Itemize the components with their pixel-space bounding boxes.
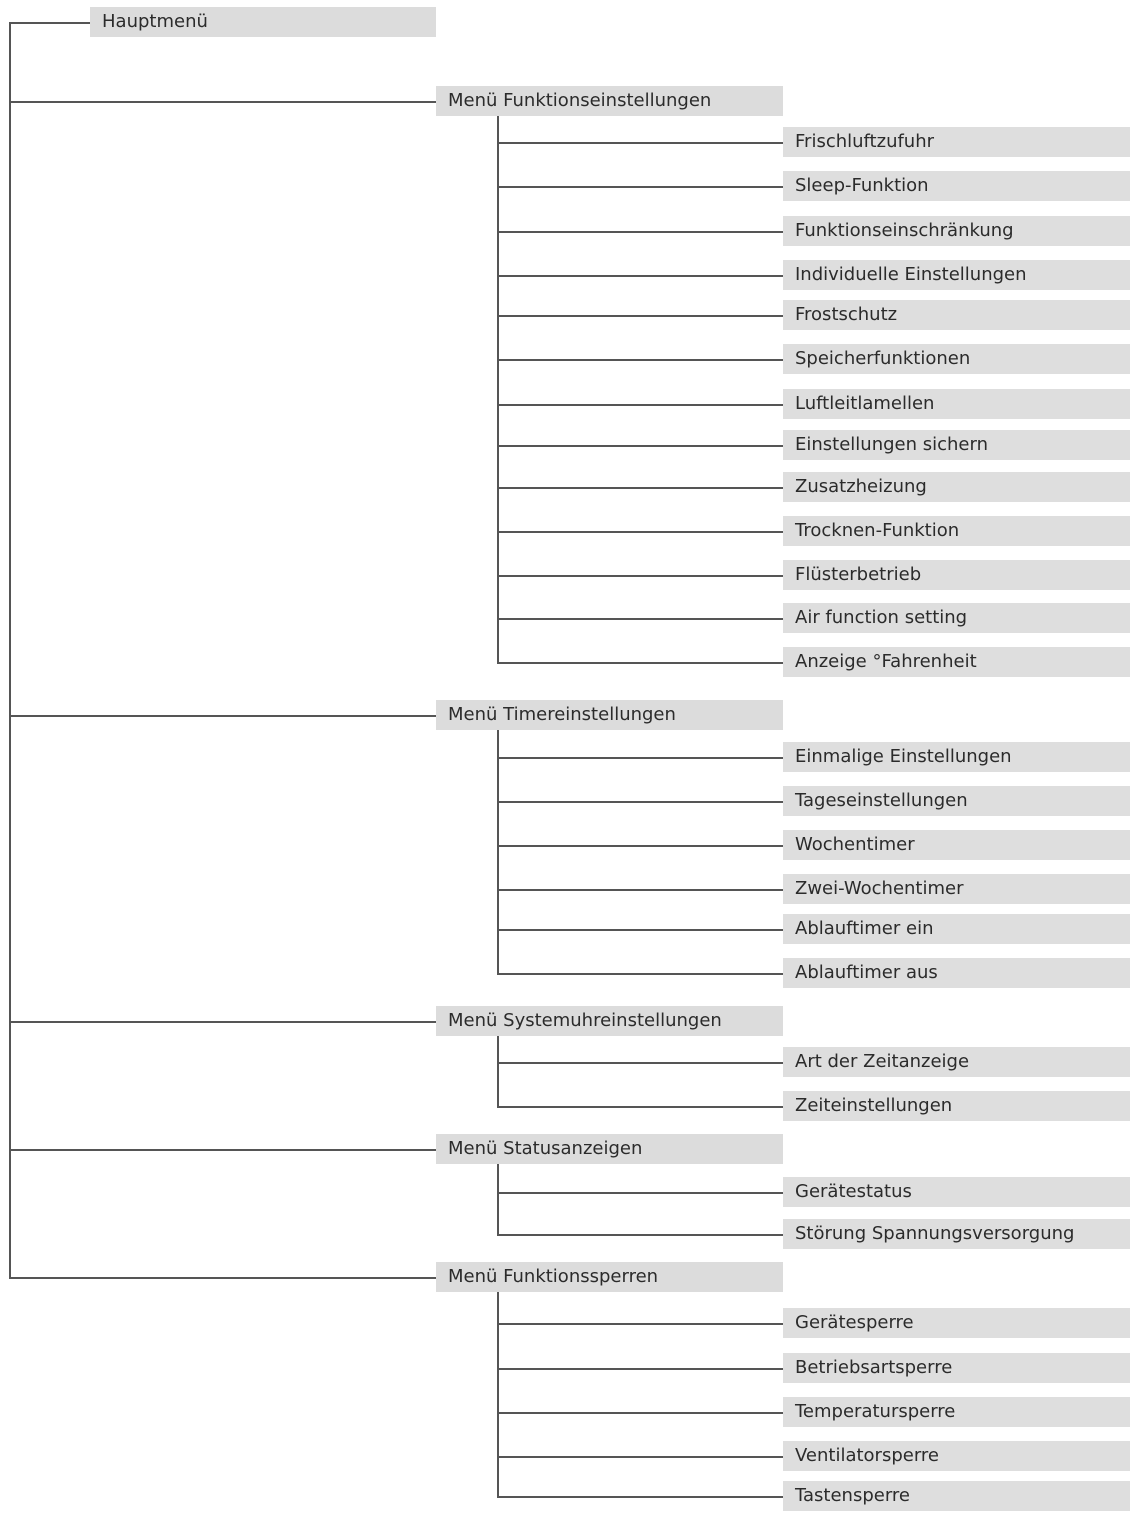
submenu-item: Frischluftzufuhr <box>783 127 1130 157</box>
submenu-connector <box>497 1496 783 1498</box>
submenu-connector <box>497 1456 783 1458</box>
submenu-connector <box>497 531 783 533</box>
submenu-connector <box>497 231 783 233</box>
submenu-item: Betriebsartsperre <box>783 1353 1130 1383</box>
submenu-item: Ventilatorsperre <box>783 1441 1130 1471</box>
submenu-connector <box>497 845 783 847</box>
menu-node: Menü Statusanzeigen <box>436 1134 783 1164</box>
submenu-item: Tageseinstellungen <box>783 786 1130 816</box>
submenu-item: Gerätesperre <box>783 1308 1130 1338</box>
submenu-connector <box>497 1062 783 1064</box>
menu-node: Menü Funktionseinstellungen <box>436 86 783 116</box>
root-connector <box>9 22 90 24</box>
submenu-connector <box>497 275 783 277</box>
submenu-connector <box>497 359 783 361</box>
submenu-connector <box>497 618 783 620</box>
submenu-connector <box>497 757 783 759</box>
submenu-connector <box>497 404 783 406</box>
submenu-connector <box>497 575 783 577</box>
submenu-item: Air function setting <box>783 603 1130 633</box>
submenu-item: Art der Zeitanzeige <box>783 1047 1130 1077</box>
submenu-item: Einmalige Einstellungen <box>783 742 1130 772</box>
submenu-item: Funktionseinschränkung <box>783 216 1130 246</box>
submenu-item: Zusatzheizung <box>783 472 1130 502</box>
submenu-item: Sleep-Funktion <box>783 171 1130 201</box>
submenu-item: Temperatursperre <box>783 1397 1130 1427</box>
menu-node: Menü Timereinstellungen <box>436 700 783 730</box>
menu-node: Menü Funktionssperren <box>436 1262 783 1292</box>
submenu-item: Flüsterbetrieb <box>783 560 1130 590</box>
menu-connector <box>9 1021 436 1023</box>
submenu-connector <box>497 1323 783 1325</box>
submenu-item: Zeiteinstellungen <box>783 1091 1130 1121</box>
menu-node: Menü Systemuhreinstellungen <box>436 1006 783 1036</box>
submenu-connector <box>497 1192 783 1194</box>
submenu-connector <box>497 973 783 975</box>
submenu-trunk-line <box>497 730 499 973</box>
submenu-trunk-line <box>497 1164 499 1234</box>
submenu-connector <box>497 315 783 317</box>
submenu-connector <box>497 1106 783 1108</box>
submenu-connector <box>497 1412 783 1414</box>
submenu-item: Einstellungen sichern <box>783 430 1130 460</box>
menu-connector <box>9 1149 436 1151</box>
submenu-connector <box>497 801 783 803</box>
submenu-item: Ablauftimer aus <box>783 958 1130 988</box>
submenu-trunk-line <box>497 1036 499 1106</box>
root-node: Hauptmenü <box>90 7 436 37</box>
submenu-item: Ablauftimer ein <box>783 914 1130 944</box>
submenu-connector <box>497 186 783 188</box>
submenu-item: Wochentimer <box>783 830 1130 860</box>
menu-connector <box>9 715 436 717</box>
submenu-item: Zwei-Wochentimer <box>783 874 1130 904</box>
submenu-connector <box>497 487 783 489</box>
submenu-item: Luftleitlamellen <box>783 389 1130 419</box>
submenu-connector <box>497 445 783 447</box>
submenu-connector <box>497 1234 783 1236</box>
submenu-connector <box>497 929 783 931</box>
submenu-item: Trocknen-Funktion <box>783 516 1130 546</box>
submenu-connector <box>497 662 783 664</box>
submenu-connector <box>497 889 783 891</box>
menu-connector <box>9 101 436 103</box>
submenu-item: Individuelle Einstellungen <box>783 260 1130 290</box>
submenu-item: Frostschutz <box>783 300 1130 330</box>
submenu-item: Tastensperre <box>783 1481 1130 1511</box>
submenu-connector <box>497 142 783 144</box>
submenu-item: Störung Spannungsversorgung <box>783 1219 1130 1249</box>
submenu-item: Gerätestatus <box>783 1177 1130 1207</box>
submenu-item: Anzeige °Fahrenheit <box>783 647 1130 677</box>
menu-connector <box>9 1277 436 1279</box>
submenu-trunk-line <box>497 116 499 662</box>
submenu-connector <box>497 1368 783 1370</box>
submenu-item: Speicherfunktionen <box>783 344 1130 374</box>
main-trunk-line <box>9 22 11 1277</box>
